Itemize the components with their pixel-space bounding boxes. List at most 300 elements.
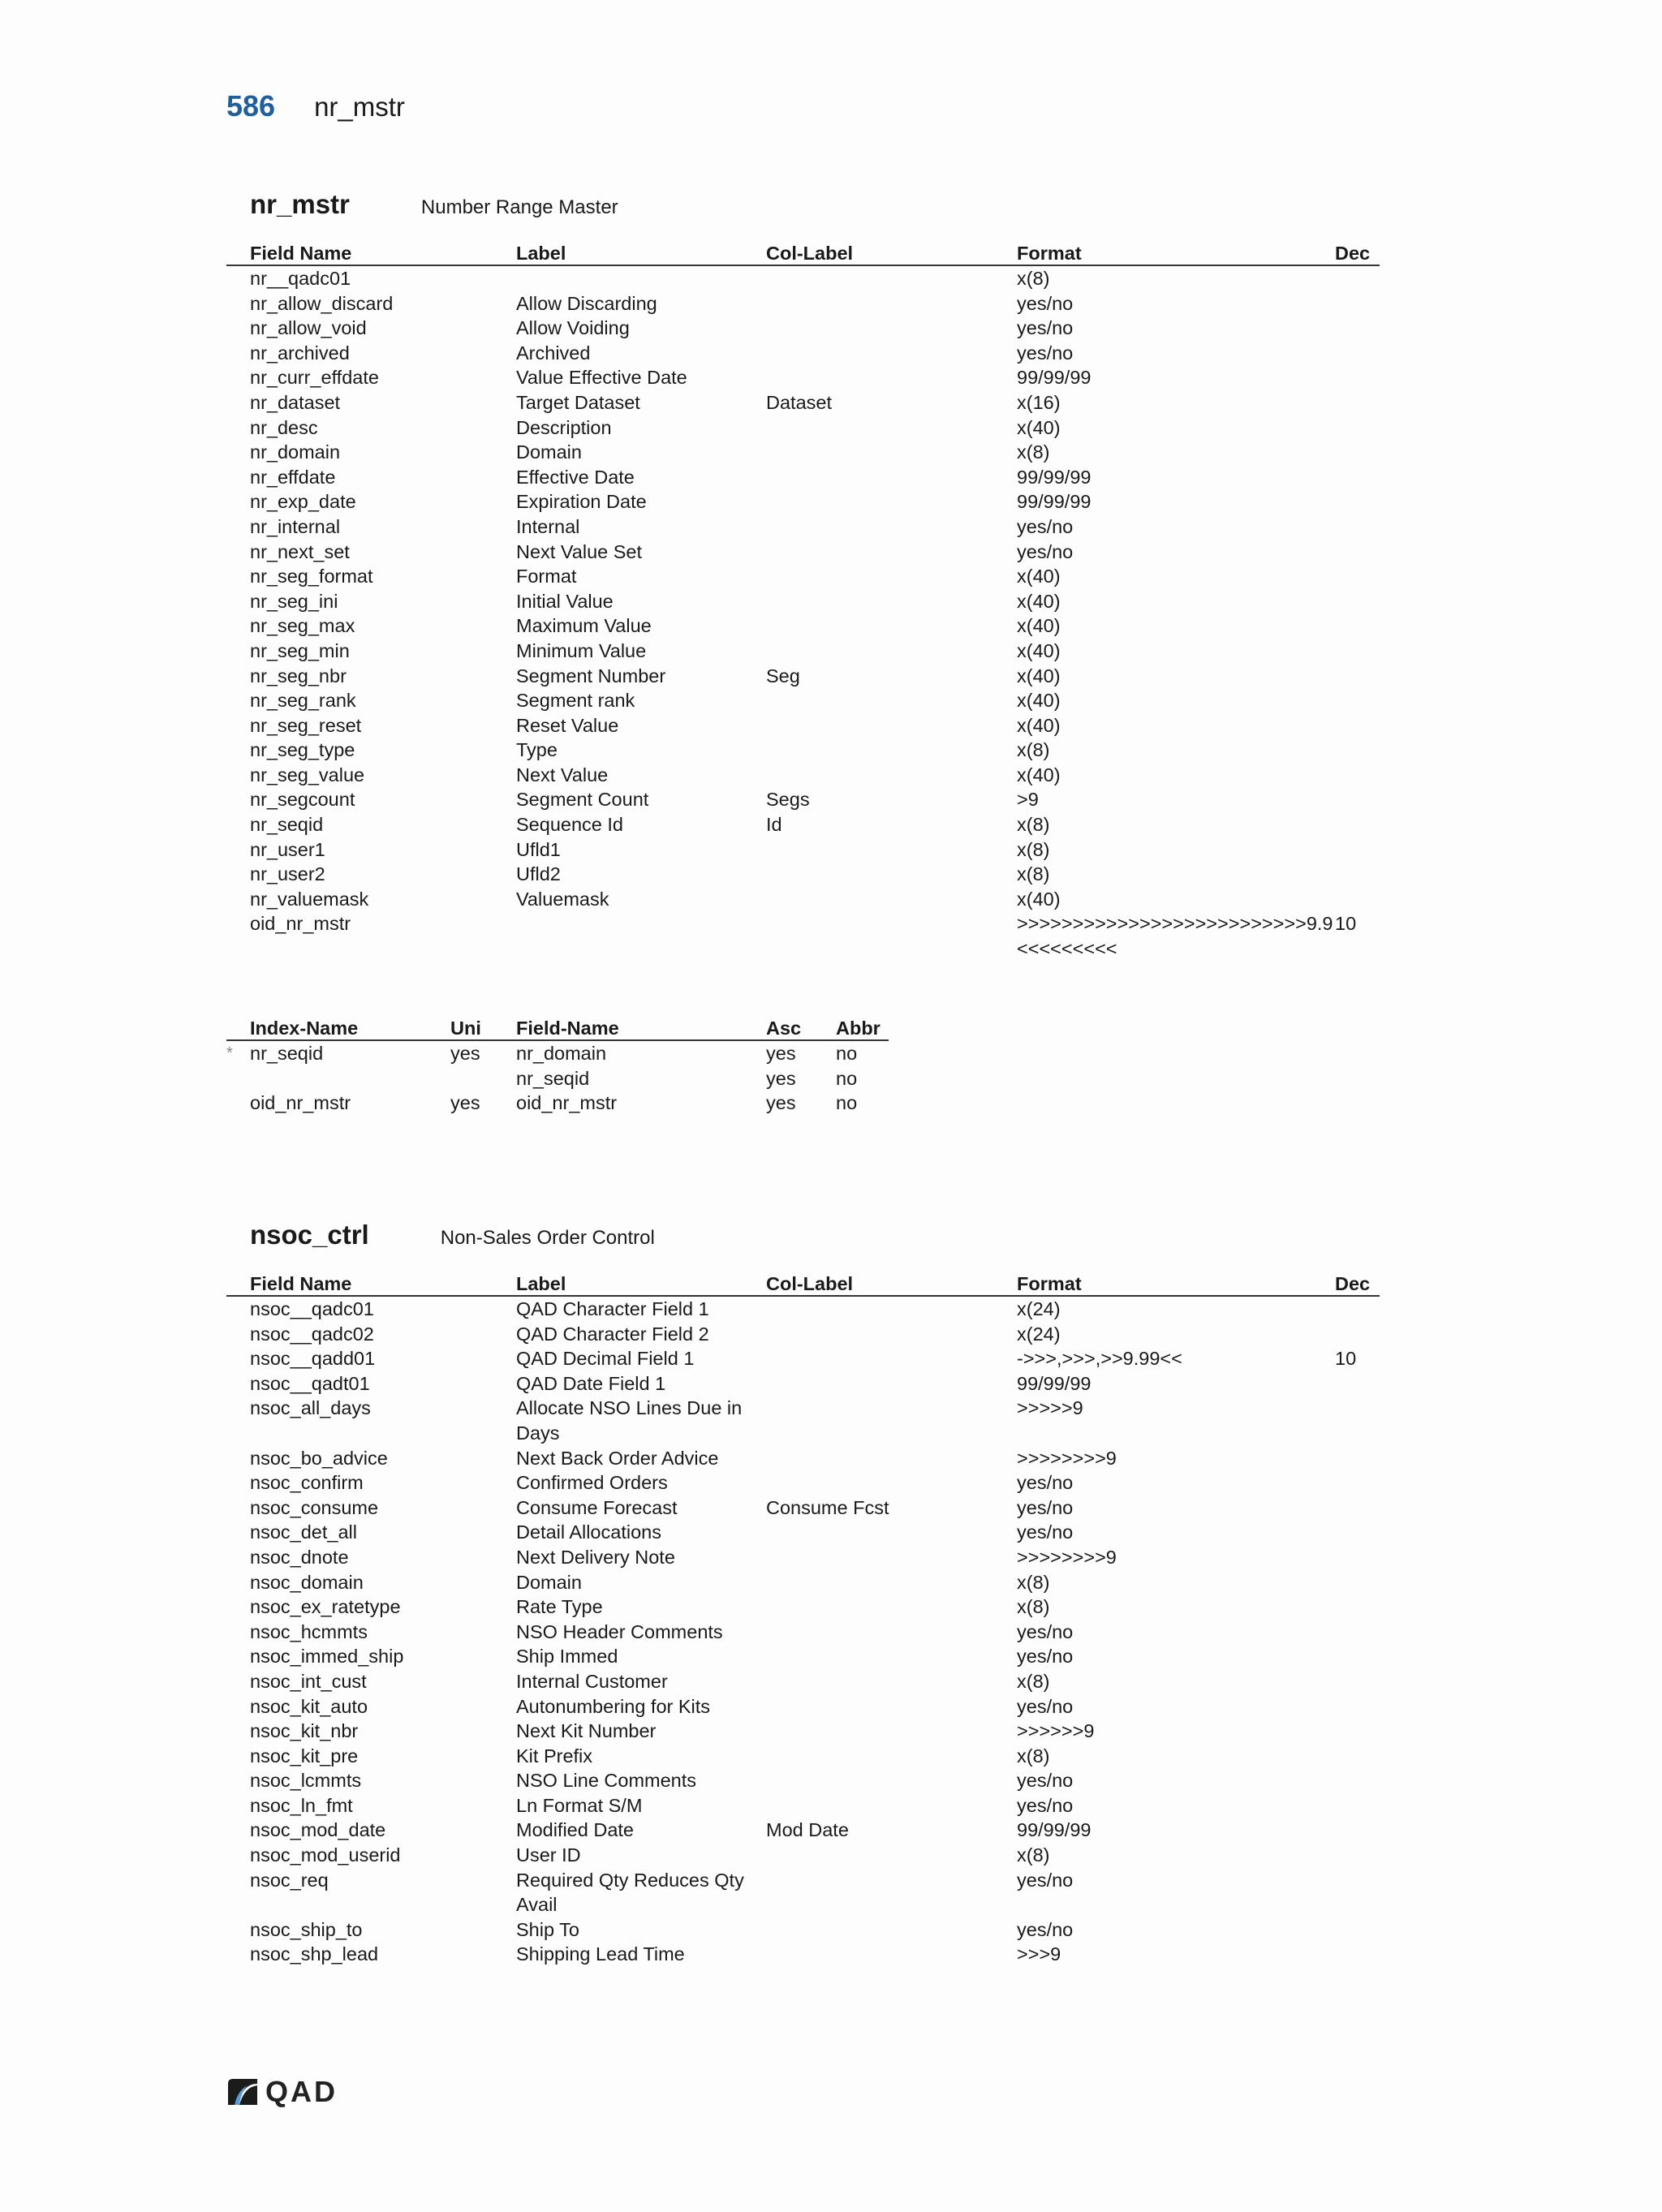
field-col-label-cell: [766, 1322, 1017, 1347]
row-marker: [226, 564, 250, 589]
field-col-label-cell: [766, 489, 1017, 514]
field-row: [226, 787, 1380, 812]
qad-logo-icon: [226, 2077, 259, 2107]
field-format-cell: yes/no: [1017, 1472, 1074, 1494]
field-format-cell: x(24): [1017, 1323, 1061, 1345]
row-marker: [226, 1917, 250, 1943]
field-format-cell: x(40): [1017, 590, 1061, 612]
field-label-cell: Confirmed Orders: [516, 1472, 668, 1494]
field-name-cell: nsoc_ln_fmt: [250, 1794, 353, 1816]
field-col-label-cell: [766, 1520, 1017, 1545]
field-name-cell: nr_user1: [250, 838, 325, 860]
col-header-label: Label: [516, 1271, 766, 1296]
field-name-cell: nr_seg_rank: [250, 690, 356, 712]
field-label-cell: Ufld1: [516, 838, 561, 860]
field-row: [226, 1594, 1380, 1620]
field-col-label-cell: [766, 1694, 1017, 1719]
field-row: [226, 1396, 1380, 1445]
field-format-cell: yes/no: [1017, 342, 1074, 364]
field-col-label-cell: [766, 1570, 1017, 1595]
field-dec-cell: 10: [1335, 913, 1357, 935]
row-marker: [226, 390, 250, 415]
field-row: [226, 1793, 1380, 1818]
field-label-cell: Ln Format S/M: [516, 1794, 643, 1816]
row-marker: [226, 763, 250, 788]
page-header-title: nr_mstr: [314, 92, 405, 122]
field-row: [226, 837, 1380, 863]
field-dec-cell: [1335, 763, 1380, 788]
row-marker: [226, 1719, 250, 1744]
field-format-cell: x(40): [1017, 639, 1061, 661]
field-name-cell: nr_desc: [250, 416, 318, 438]
field-col-label-cell: [766, 1719, 1017, 1744]
table-description: Non-Sales Order Control: [440, 1227, 655, 1249]
field-dec-cell: [1335, 1669, 1380, 1694]
row-marker: [226, 1744, 250, 1769]
col-header-col-label: Col-Label: [766, 240, 1017, 265]
field-dec-cell: [1335, 688, 1380, 713]
field-label-cell: Allow Discarding: [516, 292, 657, 314]
field-row: [226, 1620, 1380, 1645]
field-format-cell: x(8): [1017, 838, 1050, 860]
field-row: [226, 540, 1380, 565]
field-row: [226, 564, 1380, 589]
field-label-cell: Minimum Value: [516, 639, 647, 661]
field-dec-cell: [1335, 1917, 1380, 1943]
row-marker: [226, 1396, 250, 1445]
field-format-cell: x(24): [1017, 1298, 1061, 1319]
field-name-cell: nr_seg_type: [250, 739, 355, 761]
field-col-label-cell: [766, 265, 1017, 291]
field-format-cell: >9: [1017, 789, 1039, 811]
field-format-cell: 99/99/99: [1017, 1372, 1091, 1394]
field-table-body: [226, 1296, 1380, 1967]
row-marker: [226, 1768, 250, 1793]
row-marker: [226, 1942, 250, 1967]
field-row: [226, 440, 1380, 465]
field-label-cell: Reset Value: [516, 714, 619, 736]
field-label-cell: QAD Character Field 1: [516, 1298, 709, 1319]
field-col-label-cell: [766, 1470, 1017, 1495]
field-row: [226, 1520, 1380, 1545]
field-label-cell: Modified Date: [516, 1819, 634, 1841]
field-row: [226, 589, 1380, 614]
field-format-cell: >>>>>>>>9: [1017, 1546, 1117, 1568]
field-dec-cell: [1335, 1495, 1380, 1521]
field-format-cell: >>>>>9: [1017, 1397, 1083, 1419]
field-row: [226, 738, 1380, 763]
field-col-label-cell: [766, 1843, 1017, 1868]
field-row: [226, 639, 1380, 664]
field-row: [226, 265, 1380, 291]
table-name: nr_mstr: [250, 189, 350, 219]
field-dec-cell: [1335, 787, 1380, 812]
row-marker: [226, 589, 250, 614]
field-format-cell: x(40): [1017, 764, 1061, 785]
field-format-cell: x(40): [1017, 888, 1061, 910]
field-name-cell: nsoc_dnote: [250, 1546, 349, 1568]
row-marker: [226, 1371, 250, 1396]
index-abbr-cell: no: [836, 1043, 858, 1064]
field-col-label-cell: [766, 1296, 1017, 1322]
field-name-cell: nsoc__qadc01: [250, 1298, 374, 1319]
field-row: [226, 514, 1380, 540]
field-dec-cell: 10: [1335, 1348, 1357, 1370]
field-name-cell: nr_seg_nbr: [250, 665, 347, 686]
row-marker: [226, 1594, 250, 1620]
col-header-col-label: Col-Label: [766, 1271, 1017, 1296]
field-dec-cell: [1335, 1768, 1380, 1793]
field-label-cell: Next Back Order Advice: [516, 1447, 719, 1469]
field-name-cell: nr_user2: [250, 863, 325, 885]
primary-index-marker: [226, 1091, 250, 1116]
field-row: [226, 1296, 1380, 1322]
field-format-cell: yes/no: [1017, 1770, 1074, 1792]
field-row: [226, 291, 1380, 316]
row-marker: [226, 1296, 250, 1322]
row-marker: [226, 415, 250, 441]
field-row: [226, 1744, 1380, 1769]
field-dec-cell: [1335, 1570, 1380, 1595]
field-dec-cell: [1335, 316, 1380, 341]
field-col-label-cell: [766, 589, 1017, 614]
index-table-body: [226, 1040, 889, 1116]
field-dec-cell: [1335, 390, 1380, 415]
field-dec-cell: [1335, 738, 1380, 763]
field-row: [226, 390, 1380, 415]
field-format-cell: yes/no: [1017, 540, 1074, 562]
row-marker: [226, 540, 250, 565]
field-name-cell: nr_seg_ini: [250, 590, 338, 612]
field-table-nsoc-ctrl: [226, 1271, 1380, 1967]
field-row: [226, 1346, 1380, 1371]
field-name-cell: nr_internal: [250, 515, 341, 537]
field-table-nr-mstr: [226, 240, 1380, 962]
field-row: [226, 1719, 1380, 1744]
field-col-label-cell: [766, 1396, 1017, 1445]
field-format-cell: 99/99/99: [1017, 466, 1091, 488]
row-marker: [226, 887, 250, 912]
field-name-cell: nsoc_mod_userid: [250, 1844, 401, 1866]
col-header-field-name: Field Name: [250, 1271, 516, 1296]
field-dec-cell: [1335, 1793, 1380, 1818]
field-label-cell: Kit Prefix: [516, 1745, 593, 1767]
index-uni-cell: yes: [450, 1043, 480, 1064]
field-name-cell: nsoc_lcmmts: [250, 1770, 362, 1792]
field-format-cell: 99/99/99: [1017, 367, 1091, 389]
field-name-cell: nsoc_mod_date: [250, 1819, 386, 1841]
field-dec-cell: [1335, 837, 1380, 863]
field-label-cell: Expiration Date: [516, 491, 647, 513]
field-format-cell: x(8): [1017, 441, 1050, 463]
field-col-label-cell: Consume Fcst: [766, 1496, 889, 1518]
field-row: [226, 489, 1380, 514]
field-name-cell: nr_seg_reset: [250, 714, 362, 736]
field-row: [226, 1942, 1380, 1967]
field-label-cell: NSO Line Comments: [516, 1770, 697, 1792]
field-col-label-cell: [766, 316, 1017, 341]
field-label-cell: Segment rank: [516, 690, 635, 712]
field-name-cell: nr_seqid: [250, 814, 324, 836]
field-dec-cell: [1335, 1620, 1380, 1645]
field-dec-cell: [1335, 1942, 1380, 1967]
index-uni-cell: [450, 1066, 516, 1091]
field-col-label-cell: [766, 763, 1017, 788]
field-col-label-cell: [766, 613, 1017, 639]
field-name-cell: nr_curr_effdate: [250, 367, 379, 389]
field-dec-cell: [1335, 465, 1380, 490]
index-table-nr-mstr: [226, 1015, 889, 1116]
qad-logo: [226, 2075, 338, 2109]
field-dec-cell: [1335, 540, 1380, 565]
page-header: [226, 89, 405, 130]
field-format-cell: x(8): [1017, 814, 1050, 836]
field-col-label-cell: Dataset: [766, 391, 832, 413]
field-dec-cell: [1335, 514, 1380, 540]
field-dec-cell: [1335, 664, 1380, 689]
field-name-cell: nr_segcount: [250, 789, 355, 811]
row-marker: [226, 514, 250, 540]
row-marker: [226, 1620, 250, 1645]
field-name-cell: nsoc_domain: [250, 1571, 364, 1593]
field-name-cell: nsoc_kit_nbr: [250, 1720, 359, 1742]
field-row: [226, 713, 1380, 738]
field-col-label-cell: [766, 1594, 1017, 1620]
row-marker: [226, 465, 250, 490]
field-name-cell: nr_valuemask: [250, 888, 369, 910]
field-label-cell: QAD Character Field 2: [516, 1323, 709, 1345]
field-dec-cell: [1335, 1396, 1380, 1445]
index-abbr-cell: no: [836, 1092, 858, 1114]
field-row: [226, 613, 1380, 639]
field-col-label-cell: [766, 911, 1017, 961]
field-row: [226, 763, 1380, 788]
field-format-cell: yes/no: [1017, 1521, 1074, 1543]
field-format-cell: x(8): [1017, 1670, 1050, 1692]
field-name-cell: nr_seg_min: [250, 639, 350, 661]
col-header-field-name: Field Name: [250, 240, 516, 265]
field-dec-cell: [1335, 613, 1380, 639]
field-format-cell: ->>>,>>>,>>9.99<<: [1017, 1348, 1182, 1370]
row-marker: [226, 862, 250, 887]
field-table-header: [226, 1271, 1380, 1296]
field-format-cell: x(40): [1017, 714, 1061, 736]
field-format-cell: x(8): [1017, 1596, 1050, 1618]
field-label-cell: Next Kit Number: [516, 1720, 657, 1742]
field-col-label-cell: [766, 1868, 1017, 1917]
index-asc-cell: yes: [766, 1067, 796, 1089]
page-number: 586: [226, 89, 276, 123]
field-col-label-cell: [766, 887, 1017, 912]
field-label-cell: Effective Date: [516, 466, 635, 488]
table-description: Number Range Master: [420, 196, 618, 218]
field-col-label-cell: [766, 1644, 1017, 1669]
row-marker: [226, 1694, 250, 1719]
field-row: [226, 1669, 1380, 1694]
field-format-cell: yes/no: [1017, 292, 1074, 314]
field-label-cell: Format: [516, 566, 577, 587]
field-dec-cell: [1335, 1545, 1380, 1570]
field-col-label-cell: [766, 738, 1017, 763]
row-marker: [226, 1322, 250, 1347]
field-row: [226, 1917, 1380, 1943]
row-marker: [226, 1818, 250, 1843]
field-format-cell: x(8): [1017, 1844, 1050, 1866]
field-format-cell: x(8): [1017, 268, 1050, 289]
field-name-cell: nr_domain: [250, 441, 341, 463]
field-col-label-cell: Seg: [766, 665, 800, 686]
field-label-cell: Type: [516, 739, 558, 761]
field-dec-cell: [1335, 489, 1380, 514]
field-dec-cell: [1335, 564, 1380, 589]
field-label-cell: Valuemask: [516, 888, 609, 910]
field-label-cell: Initial Value: [516, 590, 614, 612]
index-field-cell: oid_nr_mstr: [516, 1092, 618, 1114]
field-row: [226, 664, 1380, 689]
field-name-cell: nr_dataset: [250, 391, 341, 413]
field-row: [226, 415, 1380, 441]
field-format-cell: x(8): [1017, 739, 1050, 761]
field-name-cell: nr_allow_void: [250, 317, 367, 339]
field-format-cell: x(8): [1017, 1571, 1050, 1593]
field-label-cell: Ship Immed: [516, 1646, 618, 1668]
col-header-index-name: Index-Name: [250, 1015, 450, 1040]
field-col-label-cell: [766, 639, 1017, 664]
field-format-cell: 99/99/99: [1017, 491, 1091, 513]
field-name-cell: nsoc_immed_ship: [250, 1646, 404, 1668]
index-name-cell: oid_nr_mstr: [250, 1092, 351, 1114]
row-marker: [226, 688, 250, 713]
field-label-cell: Ufld2: [516, 863, 561, 885]
field-label-cell: Description: [516, 416, 612, 438]
row-marker: [226, 265, 250, 291]
field-name-cell: oid_nr_mstr: [250, 913, 351, 935]
field-name-cell: nsoc_int_cust: [250, 1670, 367, 1692]
row-marker: [226, 1843, 250, 1868]
field-label-cell: Target Dataset: [516, 391, 640, 413]
field-name-cell: nsoc_shp_lead: [250, 1943, 379, 1965]
field-row: [226, 911, 1380, 961]
field-name-cell: nsoc_ship_to: [250, 1918, 363, 1940]
row-marker: [226, 1644, 250, 1669]
field-name-cell: nsoc__qadd01: [250, 1348, 376, 1370]
row-marker: [226, 738, 250, 763]
field-name-cell: nsoc_hcmmts: [250, 1620, 368, 1642]
row-marker: [226, 1793, 250, 1818]
field-name-cell: nsoc_req: [250, 1869, 329, 1891]
field-label-cell: Rate Type: [516, 1596, 603, 1618]
field-dec-cell: [1335, 1694, 1380, 1719]
field-format-cell: yes/no: [1017, 1496, 1074, 1518]
field-label-cell: NSO Header Comments: [516, 1620, 723, 1642]
index-field-cell: nr_seqid: [516, 1067, 590, 1089]
field-dec-cell: [1335, 1843, 1380, 1868]
row-marker: [226, 837, 250, 863]
field-row: [226, 465, 1380, 490]
field-label-cell: QAD Decimal Field 1: [516, 1348, 695, 1370]
col-header-dec: Dec: [1335, 240, 1380, 265]
field-row: [226, 1322, 1380, 1347]
logo-text: QAD: [265, 2075, 338, 2108]
field-format-cell: >>>>>>>>>>>>>>>>>>>>>>>>>>9.9<<<<<<<<<: [1017, 913, 1333, 960]
field-dec-cell: [1335, 1719, 1380, 1744]
row-marker: [226, 341, 250, 366]
field-label-cell: Internal: [516, 515, 580, 537]
field-label-cell: Internal Customer: [516, 1670, 668, 1692]
row-marker: [226, 1470, 250, 1495]
field-dec-cell: [1335, 1322, 1380, 1347]
col-header-abbr: Abbr: [836, 1015, 889, 1040]
field-row: [226, 1570, 1380, 1595]
index-asc-cell: yes: [766, 1043, 796, 1064]
field-name-cell: nr_exp_date: [250, 491, 356, 513]
field-row: [226, 1495, 1380, 1521]
field-dec-cell: [1335, 1744, 1380, 1769]
index-uni-cell: yes: [450, 1092, 480, 1114]
field-label-cell: [516, 911, 766, 961]
field-format-cell: x(8): [1017, 863, 1050, 885]
field-dec-cell: [1335, 589, 1380, 614]
row-marker: [226, 812, 250, 837]
field-format-cell: x(8): [1017, 1745, 1050, 1767]
col-header-label: Label: [516, 240, 766, 265]
field-col-label-cell: [766, 514, 1017, 540]
field-label-cell: Ship To: [516, 1918, 579, 1940]
field-col-label-cell: [766, 837, 1017, 863]
field-col-label-cell: [766, 1744, 1017, 1769]
field-format-cell: yes/no: [1017, 1620, 1074, 1642]
field-row: [226, 1545, 1380, 1570]
field-col-label-cell: [766, 1669, 1017, 1694]
field-dec-cell: [1335, 1520, 1380, 1545]
field-col-label-cell: [766, 341, 1017, 366]
field-dec-cell: [1335, 1470, 1380, 1495]
row-marker: [226, 911, 250, 961]
row-marker: [226, 489, 250, 514]
row-marker: [226, 1446, 250, 1471]
field-format-cell: yes/no: [1017, 1646, 1074, 1668]
field-format-cell: x(40): [1017, 416, 1061, 438]
field-label-cell: Allocate NSO Lines Due in Days: [516, 1397, 743, 1444]
field-format-cell: x(40): [1017, 690, 1061, 712]
field-name-cell: nsoc_confirm: [250, 1472, 364, 1494]
field-row: [226, 887, 1380, 912]
field-name-cell: nsoc_det_all: [250, 1521, 357, 1543]
field-dec-cell: [1335, 887, 1380, 912]
col-header-format: Format: [1017, 1271, 1335, 1296]
col-header-asc: Asc: [766, 1015, 836, 1040]
field-col-label-cell: [766, 1620, 1017, 1645]
field-dec-cell: [1335, 1868, 1380, 1917]
field-name-cell: nsoc_consume: [250, 1496, 379, 1518]
index-row: [226, 1040, 889, 1066]
field-format-cell: yes/no: [1017, 1695, 1074, 1717]
field-row: [226, 1371, 1380, 1396]
field-name-cell: nr_seg_max: [250, 615, 355, 637]
field-dec-cell: [1335, 1296, 1380, 1322]
row-marker: [226, 1669, 250, 1694]
field-row: [226, 812, 1380, 837]
field-label-cell: Required Qty Reduces Qty Avail: [516, 1869, 744, 1916]
field-name-cell: nsoc__qadt01: [250, 1372, 370, 1394]
field-dec-cell: [1335, 713, 1380, 738]
row-marker: [226, 1570, 250, 1595]
index-abbr-cell: no: [836, 1067, 858, 1089]
field-label-cell: Value Effective Date: [516, 367, 687, 389]
field-col-label-cell: [766, 688, 1017, 713]
row-marker: [226, 1346, 250, 1371]
field-name-cell: nr_seg_value: [250, 764, 365, 785]
